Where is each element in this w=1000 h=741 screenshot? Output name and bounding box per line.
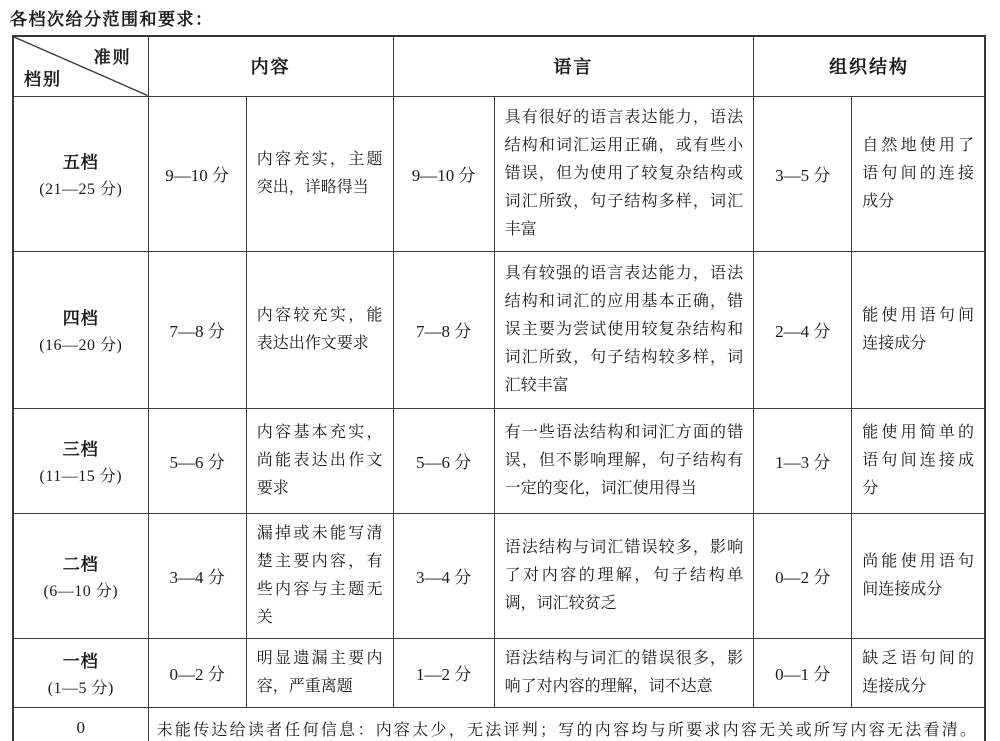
- column-header-language: 语言: [393, 36, 754, 96]
- organization-desc: 缺乏语句间的连接成分: [852, 638, 985, 707]
- level-name: 五档: [62, 153, 99, 172]
- language-desc: 语法结构与词汇的错误很多，影响了对内容的理解，词不达意: [494, 638, 754, 707]
- content-score: 0—2 分: [148, 638, 246, 707]
- corner-label-level: 档别: [24, 69, 62, 89]
- language-score: 7—8 分: [393, 251, 494, 408]
- content-desc: 内容充实，主题突出，详略得当: [246, 96, 393, 251]
- header-row: [13, 36, 985, 96]
- level-range: (16—20 分): [39, 337, 123, 354]
- organization-desc: 能使用语句间连接成分: [852, 251, 985, 408]
- organization-score: 1—3 分: [754, 408, 852, 513]
- level-zero: 0: [13, 707, 148, 741]
- language-score: 9—10 分: [393, 96, 494, 251]
- language-score: 1—2 分: [393, 638, 494, 707]
- organization-desc: 尚能使用语句间连接成分: [852, 513, 985, 638]
- content-desc: 明显遗漏主要内容，严重离题: [246, 638, 393, 707]
- content-score: 3—4 分: [148, 513, 246, 638]
- zero-band-desc: 未能传达给读者任何信息：内容太少，无法评判；写的内容均与所要求内容无关或所写内容无法看清。: [148, 707, 985, 741]
- language-desc: 具有较强的语言表达能力，语法结构和词汇的应用基本正确，错误主要为尝试使用较复杂结构和词汇所致，句子结构较多样，词汇较丰富: [494, 251, 754, 408]
- content-desc: 内容较充实，能表达出作文要求: [246, 251, 393, 408]
- level-cell: [13, 408, 148, 513]
- organization-score: 0—2 分: [754, 513, 852, 638]
- level-range: (1—5 分): [47, 680, 114, 697]
- language-score: 5—6 分: [393, 408, 494, 513]
- level-cell: [13, 96, 148, 251]
- corner-label-criteria: 准则: [93, 48, 132, 67]
- level-name: 四档: [62, 309, 99, 328]
- content-score: 9—10 分: [148, 96, 246, 251]
- content-desc: 内容基本充实，尚能表达出作文要求: [246, 408, 393, 513]
- level-range: (11—15 分): [39, 468, 123, 485]
- language-desc: 有一些语法结构和词汇方面的错误，但不影响理解，句子结构有一定的变化，词汇使用得当: [494, 408, 754, 513]
- table-row-band4: [13, 251, 985, 408]
- level-name: 一档: [62, 652, 99, 671]
- content-score: 5—6 分: [148, 408, 246, 513]
- grading-rubric-table: [12, 35, 986, 741]
- content-score: 7—8 分: [148, 251, 246, 408]
- table-row-band0: [13, 707, 985, 741]
- organization-score: 0—1 分: [754, 638, 852, 707]
- level-name: 二档: [62, 555, 99, 574]
- table-row-band1: [13, 638, 985, 707]
- column-header-organization: 组织结构: [754, 36, 985, 96]
- level-range: (6—10 分): [43, 583, 119, 600]
- table-row-band3: [13, 408, 985, 513]
- language-desc: 具有很好的语言表达能力，语法结构和词汇运用正确，或有些小错误，但为使用了较复杂结构或词汇所致，句子结构多样，词汇丰富: [494, 96, 754, 251]
- organization-desc: 自然地使用了语句间的连接成分: [852, 96, 985, 251]
- level-name: 三档: [62, 440, 99, 459]
- level-cell: [13, 638, 148, 707]
- corner-header-cell: [13, 36, 148, 96]
- column-header-content: 内容: [148, 36, 393, 96]
- language-score: 3—4 分: [393, 513, 494, 638]
- language-desc: 语法结构与词汇错误较多，影响了对内容的理解，句子结构单调，词汇较贫乏: [494, 513, 754, 638]
- level-cell: [13, 251, 148, 408]
- level-cell: [13, 513, 148, 638]
- organization-score: 3—5 分: [754, 96, 852, 251]
- organization-score: 2—4 分: [754, 251, 852, 408]
- organization-desc: 能使用简单的语句间连接成分: [852, 408, 985, 513]
- table-row-band2: [13, 513, 985, 638]
- table-row-band5: [13, 96, 985, 251]
- content-desc: 漏掉或未能写清楚主要内容，有些内容与主题无关: [246, 513, 393, 638]
- page-title: 各档次给分范围和要求：: [10, 10, 214, 29]
- level-range: (21—25 分): [39, 181, 123, 198]
